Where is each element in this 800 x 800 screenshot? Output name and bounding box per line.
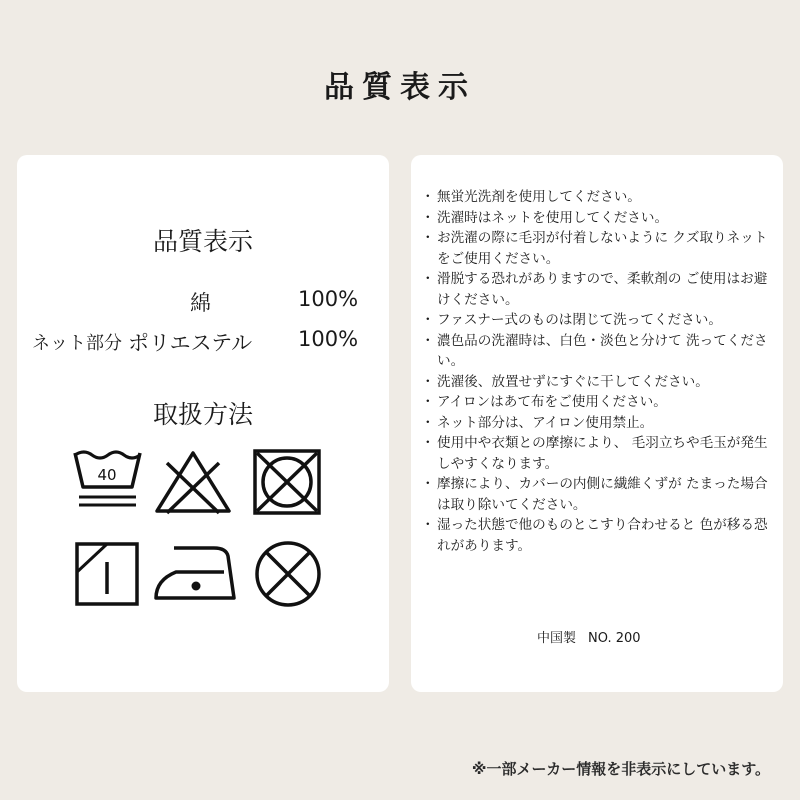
composition-material: 綿 — [190, 291, 211, 315]
composition-material: ポリエステル — [128, 331, 253, 355]
no-dry-clean-icon — [252, 538, 324, 610]
list-item: ・ 無蛍光洗剤を使用してください。 — [425, 187, 770, 208]
list-item: ・ 洗濯後、放置せずにすぐに干してください。 — [425, 372, 770, 393]
list-item: ・ 湿った状態で他のものとこすり合わせると 色が移る恐れがあります。 — [425, 515, 770, 556]
composition-row — [0, 287, 406, 317]
iron-low-icon — [152, 542, 238, 606]
list-item: ・ お洗濯の際に毛羽が付着しないように クズ取りネットをご使用ください。 — [425, 228, 770, 269]
list-item: ・ 滑脱する恐れがありますので、柔軟剤の ご使用はお避けください。 — [425, 269, 770, 310]
care-heading: 取扱方法 — [152, 400, 253, 429]
list-item: ・ 洗濯時はネットを使用してください。 — [425, 208, 770, 229]
list-item: ・ アイロンはあて布をご使用ください。 — [425, 392, 770, 413]
wash-40-gentle-icon — [72, 449, 144, 515]
page-title: 品質表示 — [324, 70, 476, 105]
list-item: ・ 摩擦により、カバーの内側に繊維くずが たまった場合は取り除いてください。 — [425, 474, 770, 515]
composition-percent: 100% — [298, 287, 359, 311]
wash-temperature: 40 — [97, 466, 117, 484]
composition-percent: 100% — [298, 327, 359, 351]
product-number: NO. 200 — [588, 631, 641, 646]
line-dry-shade-icon — [73, 540, 141, 608]
origin-country: 中国製 — [537, 631, 577, 646]
no-tumble-dry-icon — [251, 447, 323, 517]
footnote: ※一部メーカー情報を非表示にしています。 — [471, 760, 770, 778]
list-item: ・ 濃色品の洗濯時は、白色・淡色と分けて 洗ってください。 — [425, 331, 770, 372]
no-bleach-icon — [153, 449, 233, 515]
list-item: ・ ファスナー式のものは閉じて洗ってください。 — [425, 310, 770, 331]
care-notes-list — [425, 187, 770, 556]
origin-info — [537, 627, 653, 646]
label-heading: 品質表示 — [152, 227, 253, 256]
list-item: ・ ネット部分は、アイロン使用禁止。 — [425, 413, 770, 434]
composition-part: ネット部分 — [32, 333, 122, 354]
list-item: ・ 使用中や衣類との摩擦により、 毛羽立ちや毛玉が発生しやすくなります。 — [425, 433, 770, 474]
composition-row — [0, 327, 406, 357]
